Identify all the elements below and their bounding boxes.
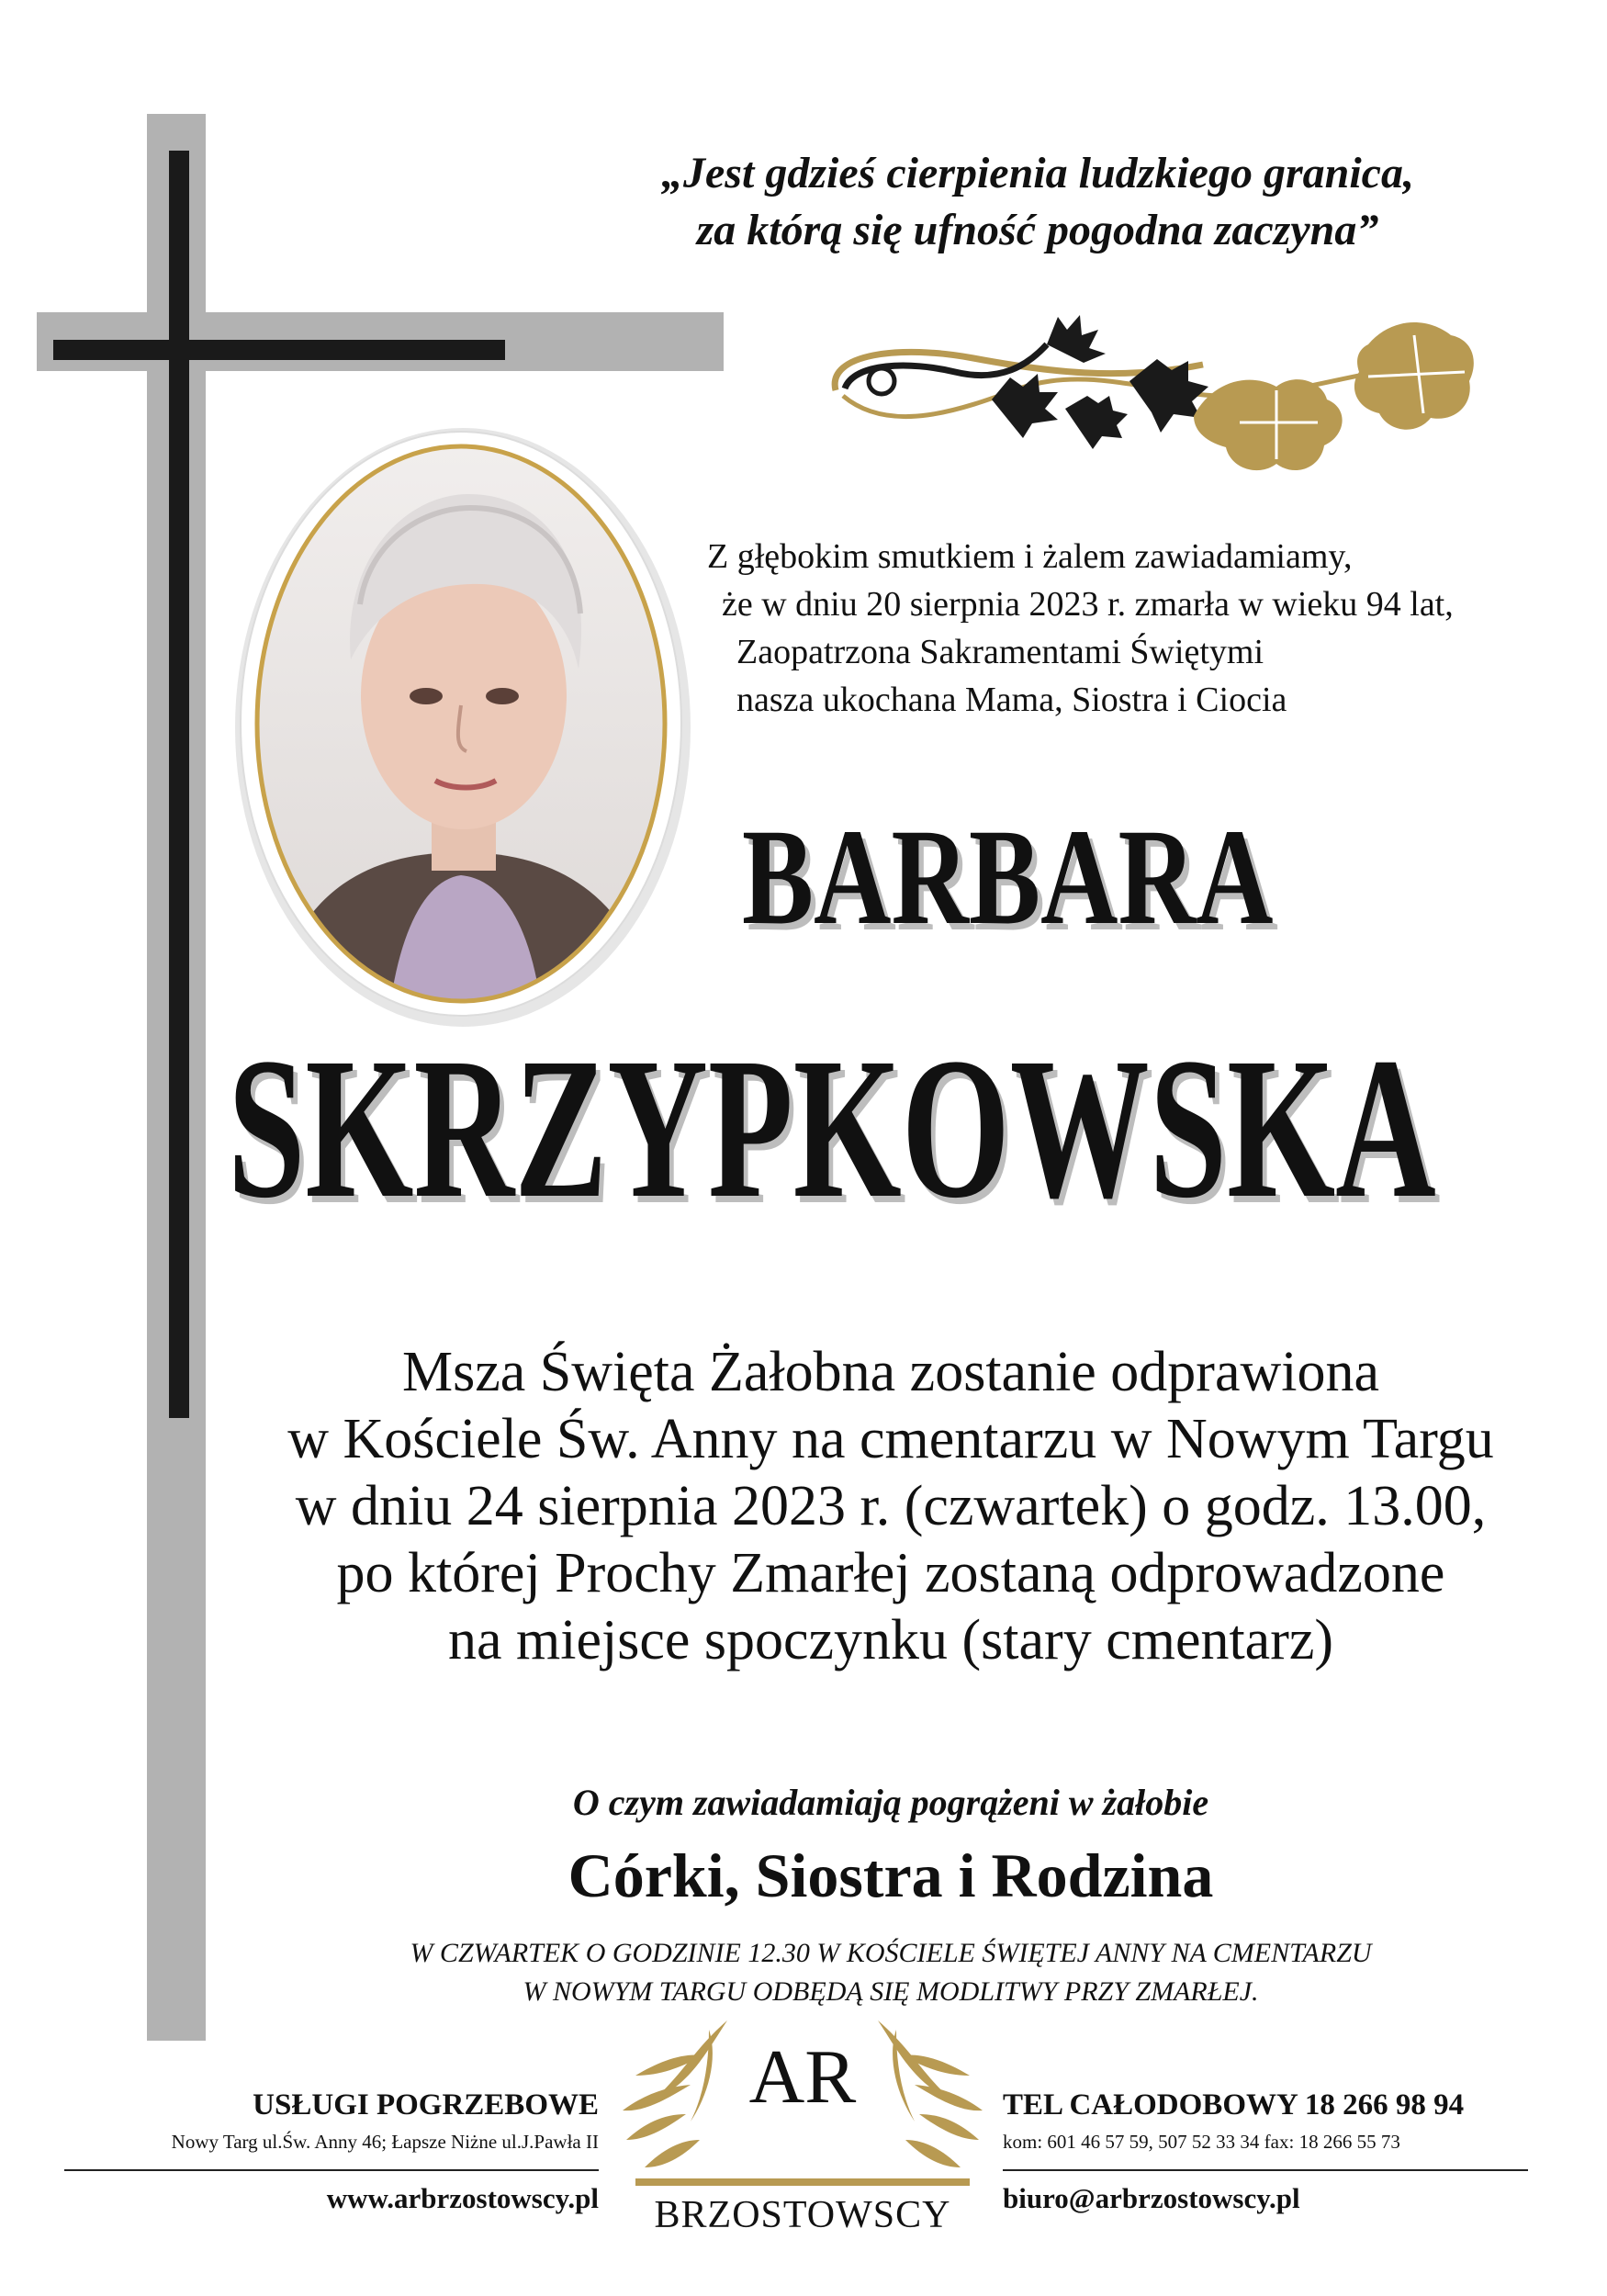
quote-line-1: „Jest gdzieś cierpienia ludzkiego granica, <box>661 149 1414 197</box>
vine-leaves-ornament-icon <box>817 308 1478 501</box>
prayer-note-line-2: W NOWYM TARGU ODBĘDĄ SIĘ MODLITWY PRZY ZMARŁEJ. <box>523 1976 1259 2007</box>
logo-letters: AR <box>748 2034 857 2120</box>
mass-line: po której Prochy Zmarłej zostaną odprowadzone <box>336 1542 1445 1604</box>
prayer-note-line-1: W CZWARTEK O GODZINIE 12.30 W KOŚCIELE ŚWIĘTEJ ANNY NA CMENTARZU <box>410 1938 1372 1968</box>
phone-numbers: kom: 601 46 57 59, 507 52 33 34 fax: 18 266 55 73 <box>1003 2131 1400 2153</box>
portrait-photo <box>231 421 691 1027</box>
mass-line: w Kościele Św. Anny na cmentarzu w Nowym Targu <box>287 1408 1494 1470</box>
epigraph-quote <box>514 145 1561 259</box>
mass-line: w dniu 24 sierpnia 2023 r. (czwartek) o godz. 13.00, <box>295 1475 1487 1537</box>
email-link[interactable]: biuro@arbrzostowscy.pl <box>1003 2182 1300 2214</box>
funeral-services-title: USŁUGI POGRZEBOWE <box>253 2088 599 2122</box>
mourners-family: Córki, Siostra i Rodzina <box>568 1840 1214 1910</box>
footer-divider-right <box>1003 2169 1528 2171</box>
mourners-intro: O czym zawiadamiają pogrążeni w żałobie <box>572 1782 1209 1823</box>
announcement-line: że w dniu 20 sierpnia 2023 r. zmarła w wieku 94 lat, <box>722 585 1454 624</box>
announcement-line: Zaopatrzona Sakramentami Świętymi <box>736 633 1264 671</box>
logo-company-name: BRZOSTOWSCY <box>654 2194 951 2236</box>
death-announcement <box>707 533 1561 724</box>
announcement-line: nasza ukochana Mama, Siostra i Ciocia <box>736 681 1287 719</box>
deceased-last-name: SKRZYPKOWSKA <box>228 1016 1436 1240</box>
funeral-services-address: Nowy Targ ul.Św. Anny 46; Łapsze Niżne ul.J.Pawła II <box>171 2131 599 2153</box>
quote-line-2: za którą się ufność pogodna zaczyna” <box>696 206 1379 254</box>
phone-24h-title: TEL CAŁODOBOWY 18 266 98 94 <box>1003 2088 1465 2122</box>
website-link[interactable]: www.arbrzostowscy.pl <box>326 2182 599 2214</box>
mass-line: na miejsce spoczynku (stary cmentarz) <box>447 1609 1334 1671</box>
mass-line: Msza Święta Żałobna zostanie odprawiona <box>402 1341 1379 1403</box>
deceased-first-name: BARBARA <box>742 801 1274 953</box>
announcement-line: Z głębokim smutkiem i żalem zawiadamiamy, <box>707 537 1353 576</box>
cross-icon-horizontal-bar <box>53 340 505 360</box>
footer-divider-left <box>64 2169 599 2171</box>
funeral-mass-info <box>220 1339 1561 1674</box>
prayer-note <box>220 1934 1561 2011</box>
